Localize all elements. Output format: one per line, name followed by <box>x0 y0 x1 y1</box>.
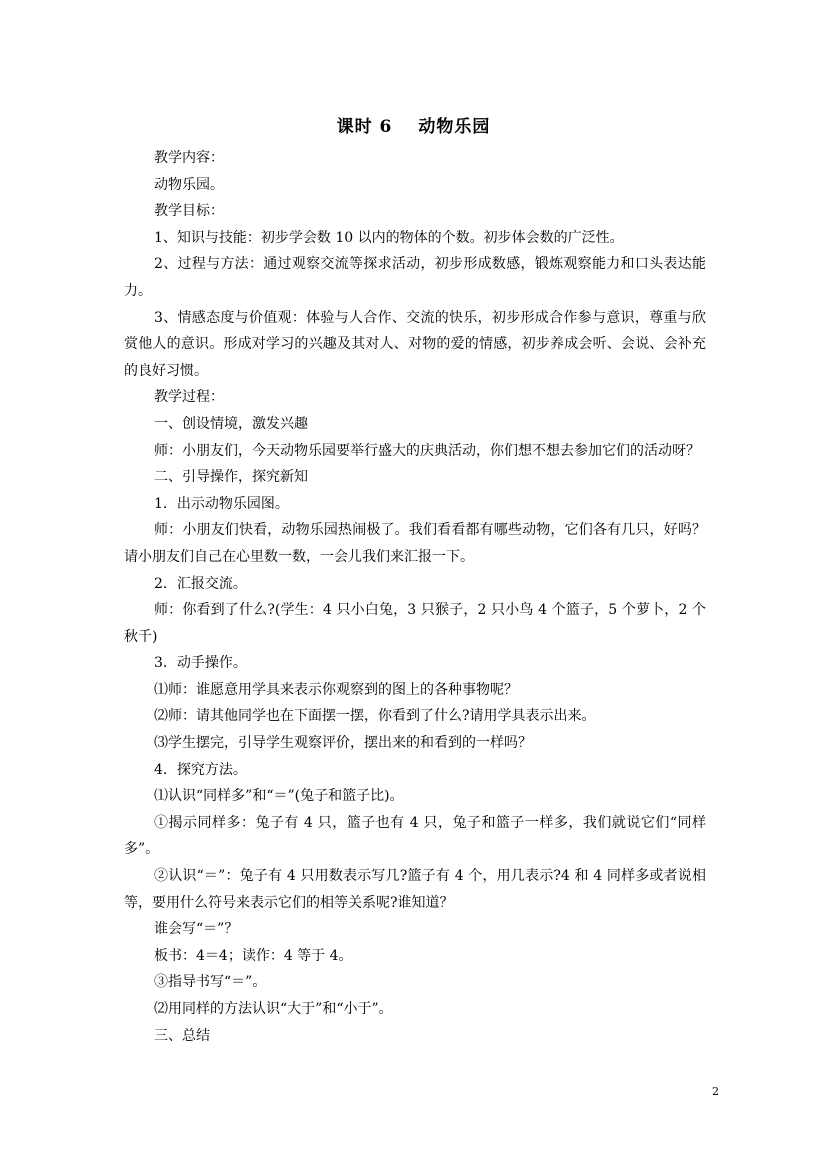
page-number: 2 <box>712 1085 719 1098</box>
paragraph: ⑴认识“同样多”和“＝”(兔子和篮子比)。 <box>154 788 404 805</box>
paragraph: 谁会写“＝”？ <box>154 921 239 938</box>
paragraph: ⑴师：谁愿意用学具来表示你观察到的图上的各种事物呢？ <box>154 681 518 698</box>
paragraph: 板书：4＝4；读作：4 等于 4。 <box>154 947 353 964</box>
paragraph: ③指导书写“＝”。 <box>154 974 267 991</box>
paragraph: 教学过程： <box>154 389 224 406</box>
lesson-title <box>0 112 827 137</box>
paragraph: 二、引导操作，探究新知 <box>154 469 308 486</box>
paragraph: ⑵师：请其他同学也在下面摆一摆，你看到了什么?请用学具表示出来。 <box>154 708 596 725</box>
paragraph: 4．探究方法。 <box>154 761 247 778</box>
lesson-name: 动物乐园 <box>418 117 491 137</box>
lesson-body <box>124 145 706 1049</box>
paragraph: 教学内容： <box>154 150 224 166</box>
paragraph: 动物乐园。 <box>154 176 224 193</box>
paragraph: 师：小朋友们快看，动物乐园热闹极了。我们看看都有哪些动物，它们各有几只，好吗？请小朋友们自己在心里数一数，一会儿我们来汇报一下。 <box>124 522 706 565</box>
paragraph: ⑵用同样的方法认识“大于”和“小于”。 <box>154 1001 393 1017</box>
paragraph: 1、知识与技能：初步学会数 10 以内的物体的个数。初步体会数的广泛性。 <box>154 229 624 246</box>
paragraph: 一、创设情境，激发兴趣 <box>154 415 308 432</box>
paragraph: 师：你看到了什么?(学生：4 只小白兔，3 只猴子，2 只小鸟 4 个篮子，5 个萝卜，2 个秋千) <box>124 602 706 645</box>
paragraph: ②认识“＝”：兔子有 4 只用数表示写几?篮子有 4 个，用几表示?4 和 4 同样多或者说相等，要用什么符号来表示它们的相等关系呢?谁知道？ <box>124 868 706 911</box>
paragraph: 3．动手操作。 <box>154 655 247 672</box>
paragraph: 3、情感态度与价值观：体验与人合作、交流的快乐，初步形成合作参与意识，尊重与欣赏他人的意识。形成对学习的兴趣及其对人、对物的爱的情感，初步养成会听、会说、会补充的良好习惯。 <box>124 309 706 379</box>
paragraph: 2、过程与方法：通过观察交流等探求活动，初步形成数感，锻炼观察能力和口头表达能力。 <box>124 256 706 299</box>
paragraph: 1．出示动物乐园图。 <box>154 495 289 512</box>
paragraph: 2．汇报交流。 <box>154 575 247 592</box>
paragraph: 师：小朋友们，今天动物乐园要举行盛大的庆典活动，你们想不想去参加它们的活动呀？ <box>154 442 700 459</box>
paragraph: 三、总结 <box>154 1027 210 1044</box>
paragraph: 教学目标： <box>154 203 224 220</box>
paragraph: ⑶学生摆完，引导学生观察评价，摆出来的和看到的一样吗？ <box>154 735 532 752</box>
paragraph: ①揭示同样多：兔子有 4 只，篮子也有 4 只，兔子和篮子一样多，我们就说它们“同样多”。 <box>124 814 706 858</box>
lesson-number: 课时 6 <box>336 117 393 137</box>
